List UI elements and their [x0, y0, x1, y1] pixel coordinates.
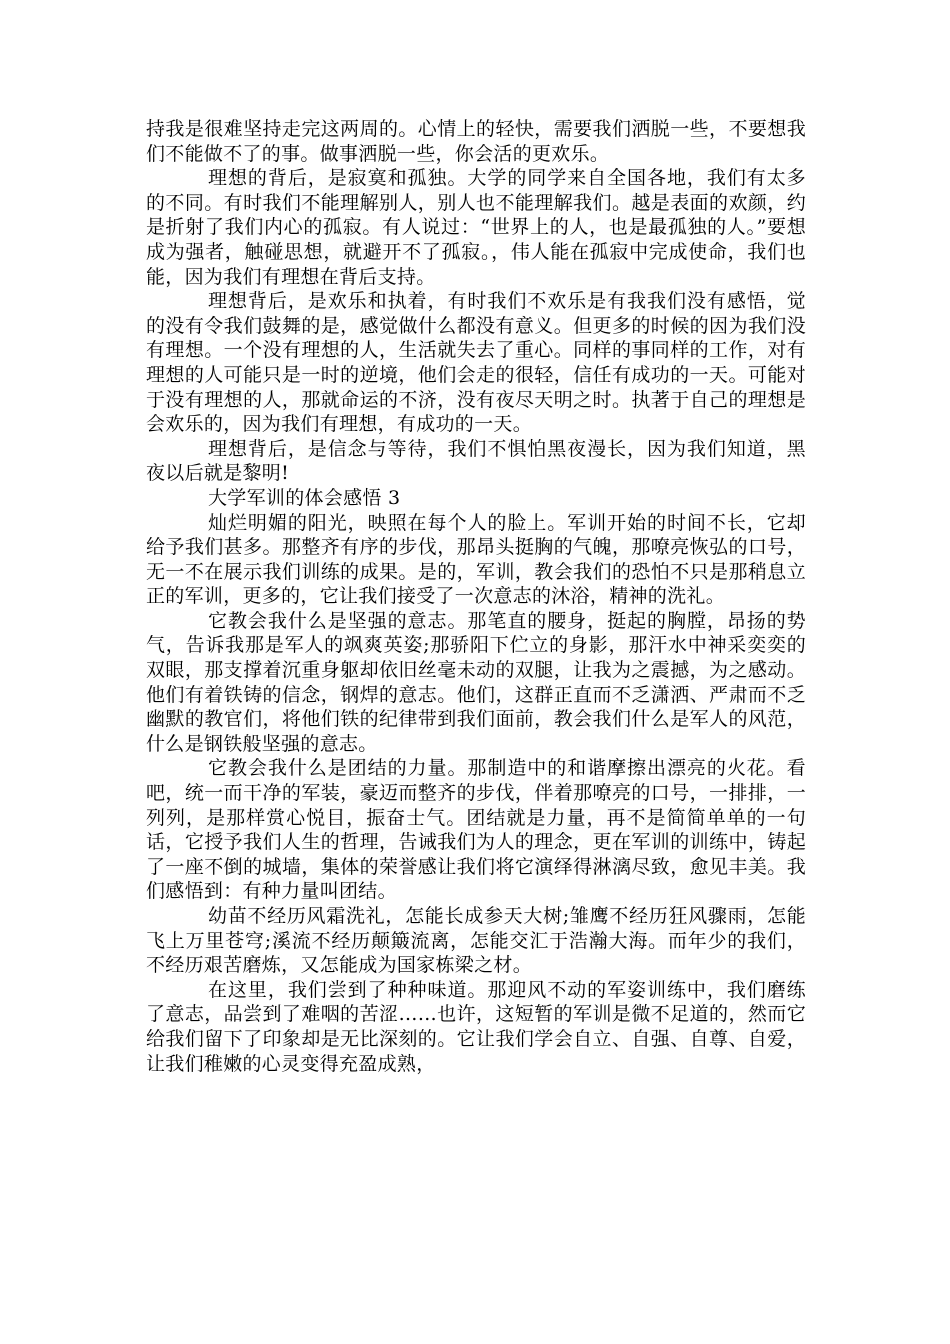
paragraph-joy-persistence: 理想背后，是欢乐和执着，有时我们不欢乐是有我我们没有感悟，觉的没有令我们鼓舞的是，感觉做什么都没有意义。但更多的时候的因为我们没有理想。一个没有理想的人，生活就失去了重心。同样的事同样的工作，对有理想的人可能只是一时的逆境，他们会走的很轻，信任有成功的一天。可能对于没有理想的人，那就命运的不济，没有夜尽天明之时。执著于自己的理想是会欢乐的，因为我们有理想，有成功的一天。 — [146, 290, 806, 436]
paragraph-belief-waiting: 理想背后，是信念与等待，我们不惧怕黑夜漫长，因为我们知道，黑夜以后就是黎明! — [146, 437, 806, 485]
paragraph-unity: 它教会我什么是团结的力量。那制造中的和谐摩擦出漂亮的火花。看吧，统一而干净的军装，豪迈而整齐的步伐，伴着那嘹亮的口号，一排排，一列列，是那样赏心悦目，振奋士气。团结就是力量，再不是简简单单的一句话，它授予我们人生的哲理，告诫我们为人的理念，更在军训的训练中，铸起了一座不倒的城墙，集体的荣誉感让我们将它演绎得淋漓尽致，愈见丰美。我们感悟到：有种力量叫团结。 — [146, 757, 806, 903]
paragraph-sunshine: 灿烂明媚的阳光，映照在每个人的脸上。军训开始的时间不长，它却给予我们甚多。那整齐有序的步伐，那昂头挺胸的气魄，那嘹亮恢弘的口号，无一不在展示我们训练的成果。是的，军训，教会我们的恐怕不只是那稍息立正的军训，更多的，它让我们接受了一次意志的沐浴，精神的洗礼。 — [146, 511, 806, 608]
document-body — [146, 117, 806, 1076]
paragraph-seedling: 幼苗不经历风霜洗礼，怎能长成参天大树;雏鹰不经历狂风骤雨，怎能飞上万里苍穹;溪流不经历颠簸流离，怎能交汇于浩瀚大海。而年少的我们，不经历艰苦磨炼，又怎能成为国家栋梁之材。 — [146, 905, 806, 977]
paragraph-tastes: 在这里，我们尝到了种种味道。那迎风不动的军姿训练中，我们磨练了意志，品尝到了难咽的苦涩……也许，这短暂的军训是微不足道的，然而它给我们留下了印象却是无比深刻的。它让我们学会自立、自强、自尊、自爱，让我们稚嫩的心灵变得充盈成熟， — [146, 978, 806, 1075]
paragraph-loneliness: 理想的背后，是寂寞和孤独。大学的同学来自全国各地，我们有太多的不同。有时我们不能理解别人，别人也不能理解我们。越是表面的欢颜，约是折射了我们内心的孤寂。有人说过：“世界上的人，也是最孤独的人。”要想成为强者，触碰思想，就避开不了孤寂。，伟人能在孤寂中完成使命，我们也能，因为我们有理想在背后支持。 — [146, 167, 806, 288]
section-heading: 大学军训的体会感悟 3 — [208, 486, 401, 509]
paragraph-strong-will: 它教会我什么是坚强的意志。那笔直的腰身，挺起的胸膛，昂扬的势气，告诉我那是军人的飒爽英姿;那骄阳下伫立的身影，那汗水中神采奕奕的双眼，那支撑着沉重身躯却依旧丝毫未动的双腿，让我为之震撼，为之感动。他们有着铁铸的信念，钢焊的意志。他们，这群正直而不乏潇洒、严肃而不乏幽默的教官们，将他们铁的纪律带到我们面前，教会我们什么是军人的风范，什么是钢铁般坚强的意志。 — [146, 609, 806, 755]
paragraph-continuation: 持我是很难坚持走完这两周的。心情上的轻快，需要我们洒脱一些，不要想我们不能做不了的事。做事洒脱一些，你会活的更欢乐。 — [146, 118, 806, 165]
